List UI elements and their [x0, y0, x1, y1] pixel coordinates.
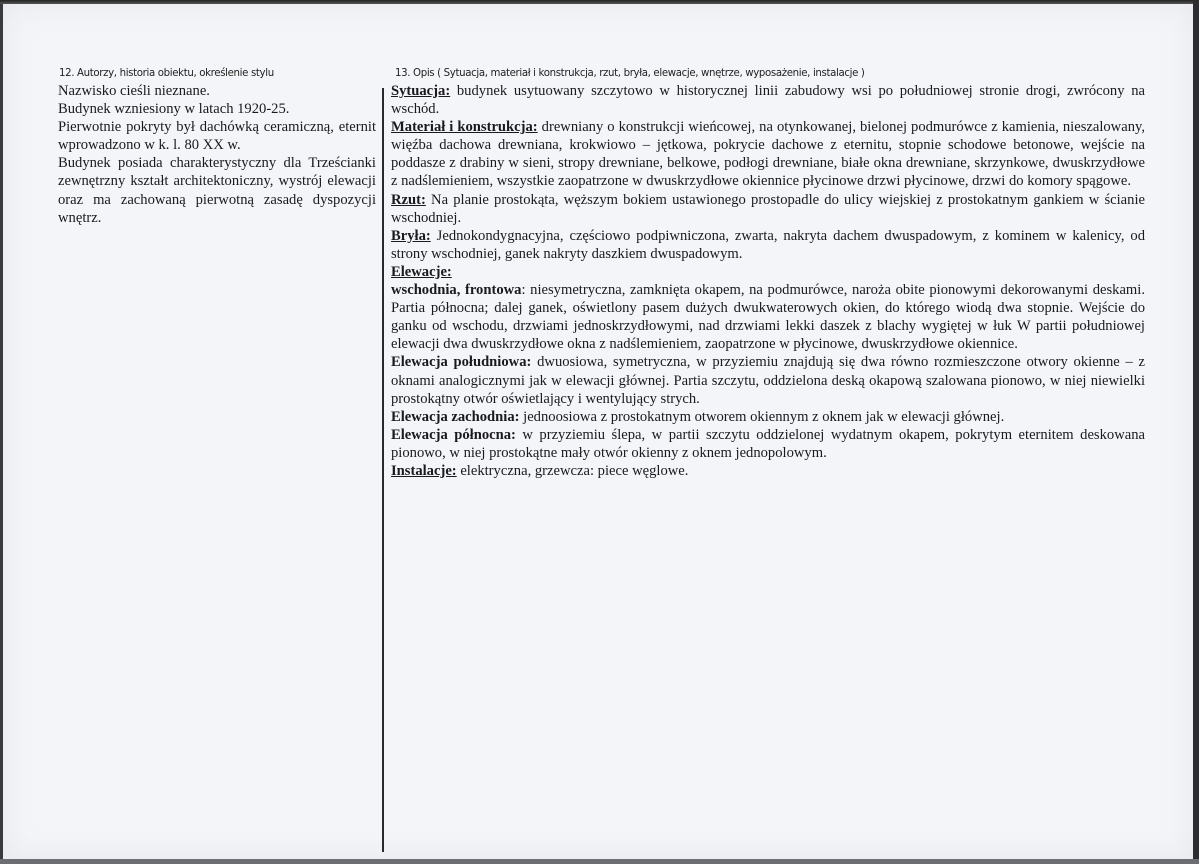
- history-paragraph: Budynek posiada charakterystyczny dla Trześcianki zewnętrzny kształt architektoniczny, wystrój elewacji oraz ma zachowaną pierwotną zasadę dyspozycji wnętrz.: [58, 155, 376, 226]
- elevation-text: w przyziemiu ślepa, w partii szczytu oddzielonej wydatnym okapem, pokrytym eternitem deskowana pionowo, w niej prostokątne mały otwór okienny z oknem jednopolowym.: [391, 426, 1145, 461]
- description-entry-installations: [391, 462, 1145, 480]
- history-paragraph: Nazwisko cieśli nieznane.: [58, 83, 210, 99]
- section-12-label: 12. Autorzy, historia obiektu, określenie stylu: [59, 68, 274, 79]
- entry-heading: Bryła:: [391, 227, 431, 244]
- entry-text: budynek usytuowany szczytowo w historycznej linii zabudowy wsi po południowej stronie drogi, zwrócony na wschód.: [391, 83, 1145, 118]
- description-entry-situation: [391, 82, 1145, 118]
- history-paragraph: Budynek wzniesiony w latach 1920-25.: [58, 101, 290, 118]
- entry-heading: Instalacje:: [391, 462, 457, 479]
- elevation-west: [391, 408, 1145, 426]
- elevation-text: dwuosiowa, symetryczna, w przyziemiu znajdują się dwa równo rozmieszczone otwory okienne – z oknami analogicznymi jak w elewacji głównej. Partia szczytu, oddzielona deską okapową szalowana pionowo, w niej niewielki prostokątny otwór oświetlający i wentylujący strych.: [391, 354, 1146, 407]
- entry-text: drewniany o konstrukcji wieńcowej, na otynkowanej, bielonej podmurówce z kamienia, nieszalowany, więźba dachowa drewniana, krokwiowo – jętkowa, pokrycie dachowe z eternitu, stopnie schodowe betonowe, wejście na poddasze z drabiny w sieni, stropy drewniane, belkowe, podłogi drewniane, białe okna drewniane, skrzynkowe, dwuskrzydłowe z nadślemieniem, wszystkie zaopatrzone w dwuskrzydłowe okiennice płycinowe drzwi płycinowe, drzwi do komory spągowe.: [391, 119, 1145, 190]
- entry-heading: Rzut:: [391, 191, 426, 208]
- elevation-heading: Elewacja północna:: [391, 426, 516, 443]
- entry-heading: Materiał i konstrukcja:: [391, 119, 538, 136]
- elevation-heading: wschodnia, frontowa: [391, 282, 522, 299]
- description-column: [391, 82, 1145, 480]
- entry-text: elektryczna, grzewcza: piece węglowe.: [456, 462, 689, 479]
- history-column: [58, 82, 376, 227]
- column-divider: [382, 88, 384, 852]
- elevation-north: [391, 426, 1145, 462]
- elevation-east: [391, 281, 1145, 353]
- description-entry-plan: [391, 191, 1145, 227]
- scan-edge-right: [1193, 0, 1199, 864]
- description-entry-material: [391, 118, 1145, 190]
- history-paragraph: Pierwotnie pokryty był dachówką ceramiczną, eternit wprowadzono w k. l. 80 XX w.: [58, 119, 376, 154]
- entry-heading: Sytuacja:: [391, 83, 451, 99]
- elevation-text: : niesymetryczna, zamknięta okapem, na podmurówce, naroża obite pionowymi dekorowanymi deskami. Partia północna; dalej ganek, oświetlony pasem dużych dwukwaterowych okien, do którego wiodą dwa stopnie. Wejście do ganku od wschodu, drzwiami jednoskrzydłowymi, nad drzwiami lekki daszek z blachy wygiętej w łuk W partii południowej elewacji dwa dwuskrzydłowe okna z nadślemieniem, zaopatrzone w płycinowe, dwuskrzydłowe okiennice.: [391, 282, 1145, 353]
- description-entry-massing: [391, 227, 1145, 263]
- section-13-label: 13. Opis ( Sytuacja, materiał i konstrukcja, rzut, bryła, elewacje, wnętrze, wyposażenie, instalacje ): [395, 68, 865, 79]
- entry-heading: Elewacje:: [391, 263, 452, 280]
- elevation-heading: Elewacja zachodnia:: [391, 408, 520, 425]
- scan-edge-bottom: [0, 859, 1199, 864]
- description-entry-elevations: [391, 263, 1145, 281]
- elevation-south: [391, 353, 1145, 407]
- elevation-text: jednoosiowa z prostokatnym otworem okiennym z oknem jak w elewacji głównej.: [519, 408, 1005, 425]
- elevation-heading: Elewacja południowa:: [391, 354, 532, 371]
- entry-text: Jednokondygnacyjna, częściowo podpiwniczona, zwarta, nakryta dachem dwuspadowym, z kominem w kalenicy, od strony wschodniej, ganek nakryty daszkiem dwuspadowym.: [391, 227, 1145, 262]
- entry-text: Na planie prostokąta, węższym bokiem ustawionego prostopadle do ulicy wiejskiej z prostokatnym gankiem w ścianie wschodniej.: [391, 191, 1145, 226]
